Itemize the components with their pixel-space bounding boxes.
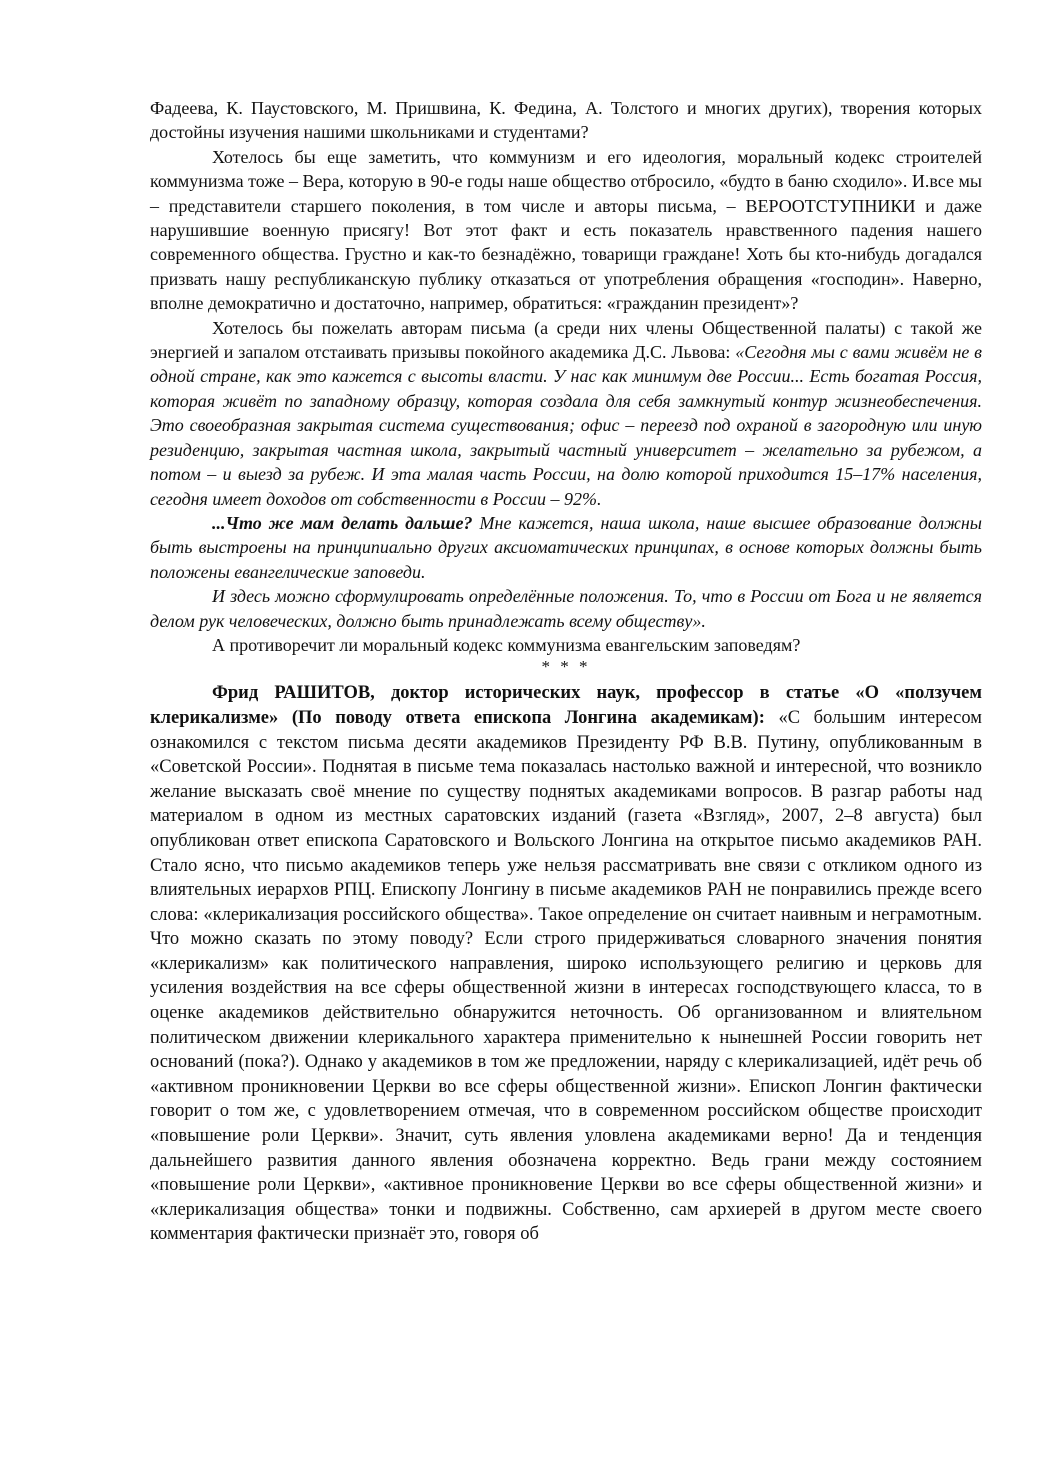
lvov-quote: «Сегодня мы с вами живём не в одной стране, как это кажется с высоты власти. У нас как минимум две России... Есть богатая Россия, которая живёт по западному образцу, которая создала для себя замкнутый контур жизнеобеспечения. Это своеобразная закрытая система существования; офис – переезд под охраной в загородную или иную резиденцию, закрытая частная школа, закрытый частный университет – желательно за рубежом, а потом – и выезд за рубеж. И эта малая часть России, на долю которой приходится 15–17% населения, сегодня имеет доходов от собственности в России – 92%. bbox=[150, 342, 982, 509]
paragraph-here: И здесь можно сформулировать определённые положения. То, что в России от Бога и не является делом рук человеческих, должно быть принадлежать всему обществу». bbox=[150, 586, 982, 631]
paragraph-rashitov bbox=[150, 681, 982, 1247]
document-page bbox=[150, 96, 982, 1247]
paragraph-communism: Хотелось бы еще заметить, что коммунизм и его идеология, моральный кодекс строителей коммунизма тоже – Вера, которую в 90-е годы наше общество отбросило, «будто в баню сходило». И.все мы – представители старшего поколения, в том числе и авторы письма, – ВЕРООТСТУПНИКИ и даже нарушившие военную присягу! Вот этот факт и есть показатель нравственного падения нашего современного общества. Грустно и как-то безнадёжно, товарищи граждане! Хоть бы кто-нибудь догадался призвать нашу республиканскую публику отказаться от употребления обращения «господин». Наверно, вполне демократично и достаточно, например, обратиться: «гражданин президент»? bbox=[150, 146, 982, 314]
paragraph-what-next bbox=[150, 511, 982, 584]
section-separator: * * * bbox=[541, 657, 591, 677]
paragraph-intro: Фадеева, К. Паустовского, М. Пришвина, К. Федина, А. Толстого и многих других), творения которых достойны изучения нашими школьниками и студентами? bbox=[150, 98, 982, 143]
what-next-question: ...Что же мам делать дальше? bbox=[212, 512, 473, 533]
rashitov-body: «С большим интересом ознакомился с текстом письма десяти академиков Президенту РФ В.В. Путину, опубликованным в «Советской России». Поднятая в письме тема показалась настолько важной и интересной, что возникло желание высказать своё мнение по существу поднятых академиками вопросов. В разгар работы над материалом в одном из местных саратовских изданий (газета «Взгляд», 2007, 2–8 августа) был опубликован ответ епископа Саратовского и Вольского Лонгина на открытое письмо академиков РАН. Стало ясно, что письмо академиков теперь уже нельзя рассматривать вне связи с откликом одного из влиятельных иерархов РПЦ. Епископу Лонгину в письме академиков РАН не понравились прежде всего слова: «клерикализация российского общества». Такое определение он считает наивным и неграмотным. Что можно сказать по этому поводу? Если строго придерживаться словарного значения понятия «клерикализм» как политического направления, широко использующего религию и церковь для усиления воздействия на все сферы общественной жизни в интересах господствующего класса, то в оценке академиков действительно обнаружится неточность. Об организованном и влиятельном политическом движении клерикального характера применительно к нынешней России говорить нет оснований (пока?). Однако у академиков в том же предложении, наряду с клерикализацией, идёт речь об «активном проникновении Церкви во все сферы общественной жизни». Епископ Лонгин фактически говорит о том же, с удовлетворением отмечая, что в современном российском обществе происходит «повышение роли Церкви». Значит, суть явления уловлена академиками верно! Да и тенденция дальнейшего развития данного явления обозначена корректно. Ведь грани между состоянием «повышение роли Церкви», «активное проникновение Церкви во все сферы общественной жизни» и «клерикализация общества» тонки и подвижны. Собственно, сам архиерей в другом месте своего комментария фактически признаёт это, говоря об bbox=[150, 707, 982, 1245]
what-next-text: Мне кажется, наша школа, наше высшее образование должны быть выстроены на принципиально других аксиоматических принципах, в основе которых должны быть положены евангелические заповеди. bbox=[150, 512, 982, 582]
rashitov-heading: Фрид РАШИТОВ, доктор исторических наук, профессор в статье «О «ползучем клерикализме» (По поводу ответа епископа Лонгина академикам): bbox=[150, 683, 982, 728]
lvov-intro-text: Хотелось бы пожелать авторам письма (а среди них члены Общественной палаты) с такой же энергией и запалом отстаивать призывы покойного академика Д.С. Львова: bbox=[150, 317, 982, 363]
paragraph-lvov bbox=[150, 316, 982, 511]
paragraph-question: А противоречит ли моральный кодекс коммунизма евангельским заповедям? bbox=[212, 634, 801, 655]
